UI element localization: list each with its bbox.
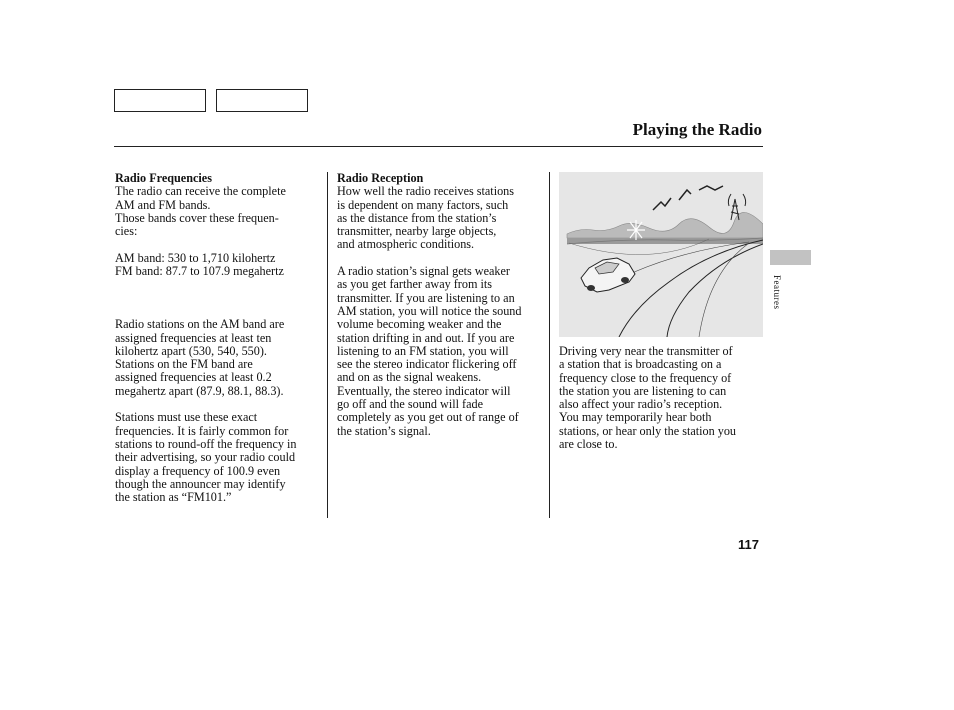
heading-radio-reception: Radio Reception <box>337 171 424 185</box>
paragraph-exact-frequencies: Stations must use these exact frequencies. It is fairly common for stations to round-off the frequency in their advertising, so your radio could display a frequency of 100.9 even though the announcer may identify the station as “FM101.” <box>115 410 297 505</box>
section-tab <box>770 250 811 265</box>
paragraph-reception-factors: How well the radio receives stations is dependent on many factors, such as the distance from the station’s transmitter, nearby large objects, and atmospheric conditions. <box>337 184 515 252</box>
nav-button-1[interactable] <box>114 89 206 112</box>
column-divider-1 <box>327 172 328 518</box>
page-number: 117 <box>738 537 759 552</box>
column-radio-frequencies <box>115 172 322 504</box>
paragraph-frequency-spacing: Radio stations on the AM band are assigned frequencies at least ten kilohertz apart (530, 540, 550). Stations on the FM band are assigned frequencies at least 0.2 megahertz apart (87.9, 88.1, 88.3). <box>115 317 285 398</box>
column-radio-reception <box>337 172 543 438</box>
header-rule <box>114 146 763 147</box>
paragraph-band-ranges: AM band: 530 to 1,710 kilohertz FM band: 87.7 to 107.9 megahertz <box>115 250 284 279</box>
car-icon <box>581 258 635 292</box>
nav-button-2[interactable] <box>216 89 308 112</box>
car-transmitter-drawing <box>559 172 763 337</box>
paragraph-signal-weaker: A radio station’s signal gets weaker as you get farther away from its transmitter. If you are listening to an AM station, you will notice the sound volume becoming weaker and the station drifting in and out. If you are listening to an FM station, you will see the stereo indicator flickering off and on as the signal weakens. Eventually, the stereo indicator will go off and the sound will fade completely as you get out of range of the station’s signal. <box>337 264 522 438</box>
radio-reception-illustration <box>559 172 763 337</box>
paragraph-near-transmitter: Driving very near the transmitter of a station that is broadcasting on a frequency close to the frequency of the station you are listening to can also affect your radio’s reception. You may temporarily hear both stations, or hear only the station you are close to. <box>559 344 737 452</box>
section-label-features: Features <box>772 275 782 310</box>
heading-radio-frequencies: Radio Frequencies <box>115 171 212 185</box>
page-title: Playing the Radio <box>632 120 762 139</box>
paragraph-bands-intro: The radio can receive the complete AM and FM bands. Those bands cover these frequen- cies: <box>115 184 286 239</box>
column-transmitter-interference <box>559 345 763 451</box>
column-divider-2 <box>549 172 550 518</box>
